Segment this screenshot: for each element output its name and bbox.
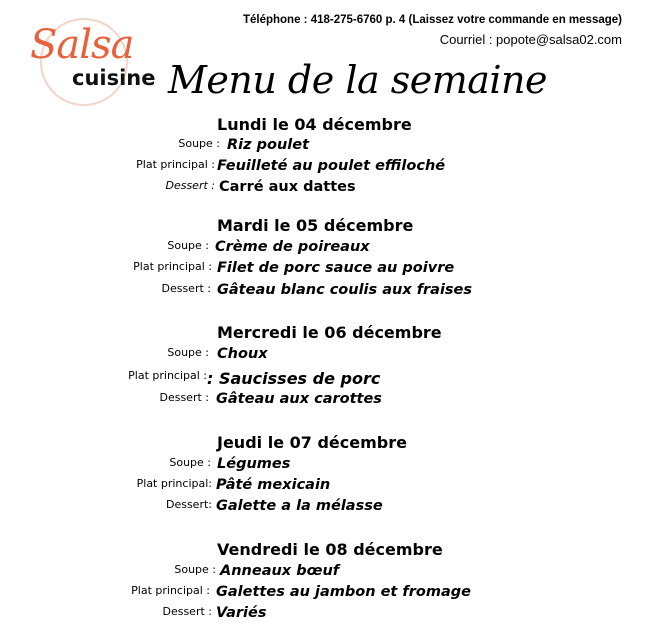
- dessert-value: Gâteau blanc coulis aux fraises: [217, 282, 473, 298]
- day-title: Vendredi le 08 décembre: [217, 540, 443, 559]
- day-title: Mercredi le 06 décembre: [217, 323, 442, 342]
- day-title: Lundi le 04 décembre: [217, 115, 412, 134]
- dessert-label: Dessert :: [159, 391, 209, 404]
- dessert-row: [0, 605, 648, 625]
- soup-label: Soupe :: [167, 346, 209, 359]
- page-title: Menu de la semaine: [168, 58, 547, 102]
- main-row: [0, 584, 648, 604]
- dessert-value: Carré aux dattes: [219, 179, 356, 195]
- contact-phone: Téléphone : 418-275-6760 p. 4 (Laissez votre commande en message): [242, 14, 622, 26]
- soup-value: Légumes: [217, 456, 291, 472]
- contact-email: Courriel : popote@salsa02.com: [439, 32, 622, 47]
- dessert-row: [0, 282, 648, 302]
- soup-label: Soupe :: [178, 137, 220, 150]
- soup-row: [0, 563, 648, 583]
- soup-row: [0, 137, 648, 157]
- dessert-value: Variés: [216, 605, 267, 621]
- main-row: [0, 158, 648, 178]
- dessert-row: [0, 179, 648, 199]
- soup-row: [0, 239, 648, 259]
- main-label: Plat principal :: [136, 158, 215, 171]
- main-label: Plat principal:: [136, 477, 212, 490]
- soup-label: Soupe :: [167, 239, 209, 252]
- dessert-label: Dessert :: [161, 282, 211, 295]
- dessert-value: Galette a la mélasse: [216, 498, 383, 514]
- soup-value: Crème de poireaux: [215, 239, 370, 255]
- soup-value: Riz poulet: [227, 137, 310, 153]
- soup-value: Anneaux bœuf: [220, 563, 340, 579]
- day-title: Mardi le 05 décembre: [217, 216, 414, 235]
- main-value: : Saucisses de porc: [207, 369, 381, 388]
- soup-row: [0, 346, 648, 366]
- dessert-label: Dessert:: [165, 498, 212, 511]
- dessert-label: Dessert :: [162, 605, 212, 618]
- main-value: Feuilleté au poulet effiloché: [217, 158, 446, 174]
- day-title: Jeudi le 07 décembre: [217, 433, 407, 452]
- main-row: [0, 477, 648, 497]
- dessert-value: Gâteau aux carottes: [216, 391, 382, 407]
- soup-value: Choux: [217, 346, 268, 362]
- logo-cuisine-text: cuisine: [72, 66, 156, 90]
- main-value: Pâté mexicain: [216, 477, 331, 493]
- dessert-row: [0, 391, 648, 411]
- main-label: Plat principal :: [133, 260, 212, 273]
- logo-salsa-text: Salsa: [30, 22, 134, 68]
- main-row: [0, 369, 648, 389]
- main-label: Plat principal :: [131, 584, 210, 597]
- dessert-label: Dessert :: [165, 179, 215, 192]
- soup-row: [0, 456, 648, 476]
- main-row: [0, 260, 648, 280]
- main-value: Filet de porc sauce au poivre: [217, 260, 455, 276]
- main-value: Galettes au jambon et fromage: [216, 584, 471, 600]
- soup-label: Soupe :: [169, 456, 211, 469]
- dessert-row: [0, 498, 648, 518]
- soup-label: Soupe :: [174, 563, 216, 576]
- main-label: Plat principal :: [128, 369, 207, 382]
